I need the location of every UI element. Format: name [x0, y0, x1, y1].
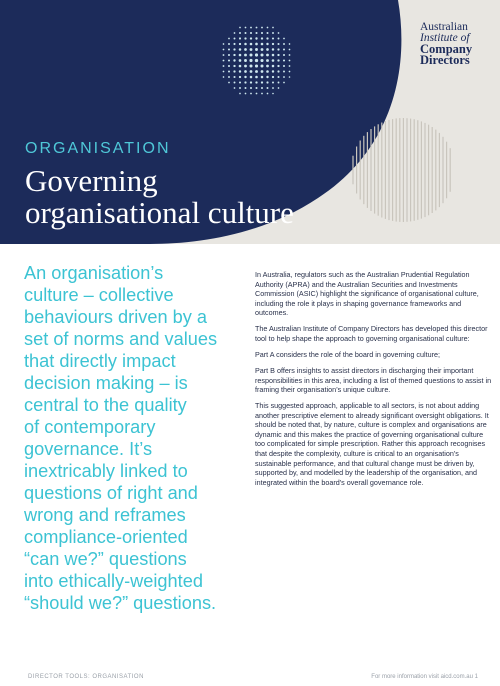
- dot: [239, 27, 241, 29]
- dot: [244, 59, 247, 62]
- logo-line-italic: Institute of: [420, 32, 470, 44]
- dot: [260, 53, 263, 56]
- lead-text: [24, 262, 256, 614]
- dot: [244, 76, 246, 78]
- body-column: [255, 270, 493, 494]
- dot: [261, 76, 264, 79]
- lead-line: central to the quality: [24, 395, 187, 415]
- dot: [223, 76, 225, 78]
- dot: [228, 76, 230, 78]
- dot: [278, 82, 280, 84]
- dot: [250, 76, 253, 79]
- dot: [266, 81, 268, 83]
- dot: [239, 76, 241, 78]
- lead-line: wrong and reframes: [24, 505, 186, 525]
- dot: [267, 87, 269, 89]
- title-line: Governing: [25, 163, 158, 198]
- dot: [289, 76, 291, 78]
- dot: [266, 48, 269, 51]
- page-title: [25, 165, 345, 229]
- lead-line: set of norms and values: [24, 329, 218, 349]
- dot: [255, 81, 257, 83]
- dot: [283, 59, 285, 61]
- dot: [272, 54, 275, 57]
- dot: [245, 27, 247, 29]
- dot: [289, 71, 291, 73]
- dot: [244, 43, 247, 46]
- dot: [223, 60, 225, 62]
- lead-line: of contemporary: [24, 417, 156, 437]
- lead-line: culture – collective: [24, 285, 174, 305]
- dot: [289, 43, 291, 45]
- body-paragraph: This suggested approach, applicable to all sectors, is not about adding another prescriptive element to already significant oversight obligations. It should be noted that, by nature, culture is complex and organisations are dynamic and this makes the practice of governing organisational culture too complicated for simple prescription. Rather this approach recognises that despite the complexity, culture is critical to an organisation’s sustainable performance, and that cultural change must be driven by, supported by, and modelled by the leadership of the organisation, and integrated within the board’s overall governance role.: [255, 401, 489, 487]
- dot: [228, 48, 230, 50]
- dot: [239, 37, 241, 39]
- dot: [223, 43, 225, 45]
- dot: [289, 54, 291, 56]
- dot: [272, 81, 274, 83]
- dot: [289, 65, 291, 67]
- dot: [233, 65, 235, 67]
- dot: [261, 48, 264, 51]
- dot: [250, 87, 252, 89]
- dot: [233, 70, 235, 72]
- dot: [278, 87, 280, 89]
- stripe-circle-icon: [353, 118, 450, 222]
- dot: [283, 38, 285, 40]
- dot: [266, 76, 268, 78]
- dot: [255, 64, 258, 67]
- dot: [250, 81, 252, 83]
- dot: [283, 65, 285, 67]
- lead-line: governance. It’s: [24, 439, 153, 459]
- dot: [239, 54, 242, 57]
- dot: [223, 71, 225, 73]
- dot: [272, 37, 274, 39]
- dot: [239, 81, 241, 83]
- dot: [277, 59, 279, 61]
- dot: [272, 48, 274, 50]
- title-line: organisational culture: [25, 195, 294, 230]
- lead-line: compliance-oriented: [24, 527, 188, 547]
- dot: [255, 76, 258, 79]
- header-banner: [0, 0, 500, 244]
- dot: [244, 81, 246, 83]
- dot: [272, 70, 274, 72]
- dot: [239, 43, 241, 45]
- dot: [223, 65, 225, 67]
- dot: [250, 27, 252, 29]
- dot: [239, 32, 241, 34]
- dot: [272, 93, 274, 95]
- dot: [261, 81, 263, 83]
- dot: [239, 70, 241, 72]
- dot: [261, 43, 264, 46]
- body-paragraph: Part B offers insights to assist directors in discharging their important responsibilities in this area, including a list of themed questions to assist in framing their organisation’s unique culture.: [255, 365, 492, 395]
- dot: [261, 70, 264, 73]
- dot: [228, 38, 230, 40]
- dot: [245, 87, 247, 89]
- logo-line: Australian: [420, 21, 468, 33]
- dot: [250, 70, 253, 73]
- dot: [266, 54, 269, 57]
- dot: [278, 32, 280, 34]
- logo-line: Directors: [420, 53, 470, 67]
- dot: [266, 59, 269, 62]
- lead-line: decision making – is: [24, 373, 188, 393]
- dot: [250, 43, 253, 46]
- lead-line: behaviours driven by a: [24, 307, 207, 327]
- dot: [261, 93, 263, 95]
- dot: [234, 82, 236, 84]
- dot: [244, 65, 247, 68]
- dot: [272, 32, 274, 34]
- dot: [272, 65, 275, 68]
- dot: [272, 59, 275, 62]
- dot: [245, 93, 247, 95]
- dot: [255, 87, 257, 89]
- dot: [267, 32, 269, 34]
- dot: [255, 53, 258, 56]
- dot: [283, 54, 285, 56]
- lead-line: inextricably linked to: [24, 461, 188, 481]
- dot: [266, 70, 269, 73]
- dot: [277, 54, 279, 56]
- dot: [234, 38, 236, 40]
- aicd-logo: [420, 22, 498, 66]
- dot: [278, 38, 280, 40]
- dot: [283, 43, 285, 45]
- body-paragraph: The Australian Institute of Company Directors has developed this director tool to help shape the approach to governing organisational culture:: [255, 324, 488, 343]
- dot: [261, 27, 263, 29]
- dot: [249, 59, 252, 62]
- dot: [250, 48, 253, 51]
- body-paragraph: Part A considers the role of the board in governing culture;: [255, 349, 440, 359]
- dot: [228, 59, 230, 61]
- dot: [261, 65, 264, 68]
- dot: [261, 32, 263, 34]
- dot: [277, 70, 279, 72]
- category-label: ORGANISATION: [25, 140, 171, 157]
- dot: [223, 49, 225, 51]
- dot: [255, 37, 257, 39]
- footer-info: For more information visit aicd.com.au 1: [371, 674, 478, 680]
- dot: [233, 43, 235, 45]
- body-paragraph: In Australia, regulators such as the Australian Prudential Regulation Authority (APRA) and the Australian Securities and Investments Commission (ASIC) highlight the significance of organisational culture, including the role it plays in shaping governance frameworks and outcomes.: [255, 270, 479, 318]
- footer-section-label: DIRECTOR TOOLS: ORGANISATION: [28, 674, 144, 680]
- dot: [250, 37, 252, 39]
- logo-line: Company: [420, 42, 473, 56]
- dot: [272, 76, 274, 78]
- dot: [249, 53, 252, 56]
- dot: [267, 27, 269, 29]
- lead-line: into ethically-weighted: [24, 571, 203, 591]
- dot: [272, 87, 274, 89]
- dot: [272, 43, 274, 45]
- dot: [256, 93, 258, 95]
- dot: [255, 48, 258, 51]
- dot: [239, 65, 242, 68]
- dot: [277, 76, 279, 78]
- lead-line: that directly impact: [24, 351, 176, 371]
- dot: [255, 70, 258, 73]
- dot: [228, 54, 230, 56]
- lead-line: questions of right and: [24, 483, 198, 503]
- dot: [244, 37, 246, 39]
- dot: [289, 49, 291, 51]
- dot: [283, 76, 285, 78]
- dot: [233, 76, 235, 78]
- dot: [234, 87, 236, 89]
- dot: [277, 48, 279, 50]
- dot: [239, 59, 242, 62]
- dot: [223, 54, 225, 56]
- dot: [266, 65, 269, 68]
- dot: [283, 49, 285, 51]
- lead-line: An organisation’s: [24, 263, 164, 283]
- dot: [260, 59, 263, 62]
- dot: [233, 48, 235, 50]
- dot: [249, 64, 252, 67]
- dot: [233, 59, 235, 61]
- dot: [228, 65, 230, 67]
- dot: [283, 82, 285, 84]
- dot: [289, 60, 291, 62]
- dot: [239, 87, 241, 89]
- dot: [272, 27, 274, 29]
- dot: [250, 93, 252, 95]
- dot: [244, 70, 247, 73]
- dot: [228, 43, 230, 45]
- dot: [255, 32, 257, 34]
- dot: [277, 43, 279, 45]
- dot: [256, 27, 258, 29]
- dot: [261, 87, 263, 89]
- dot: [244, 48, 247, 51]
- dot: [267, 93, 269, 95]
- dot: [244, 54, 247, 57]
- dot: [266, 43, 268, 45]
- dot: [228, 82, 230, 84]
- dot: [239, 93, 241, 95]
- dot: [255, 43, 258, 46]
- dot: [228, 71, 230, 73]
- dot: [234, 32, 236, 34]
- dot: [239, 48, 242, 51]
- dot: [283, 71, 285, 73]
- dot: [266, 37, 268, 39]
- dot: [250, 32, 252, 34]
- lead-line: “can we?” questions: [24, 549, 187, 569]
- dot: [244, 32, 246, 34]
- dot: [261, 37, 263, 39]
- lead-line: “should we?” questions.: [24, 593, 217, 613]
- dot: [255, 59, 258, 62]
- dot: [233, 54, 235, 56]
- dot: [277, 65, 279, 67]
